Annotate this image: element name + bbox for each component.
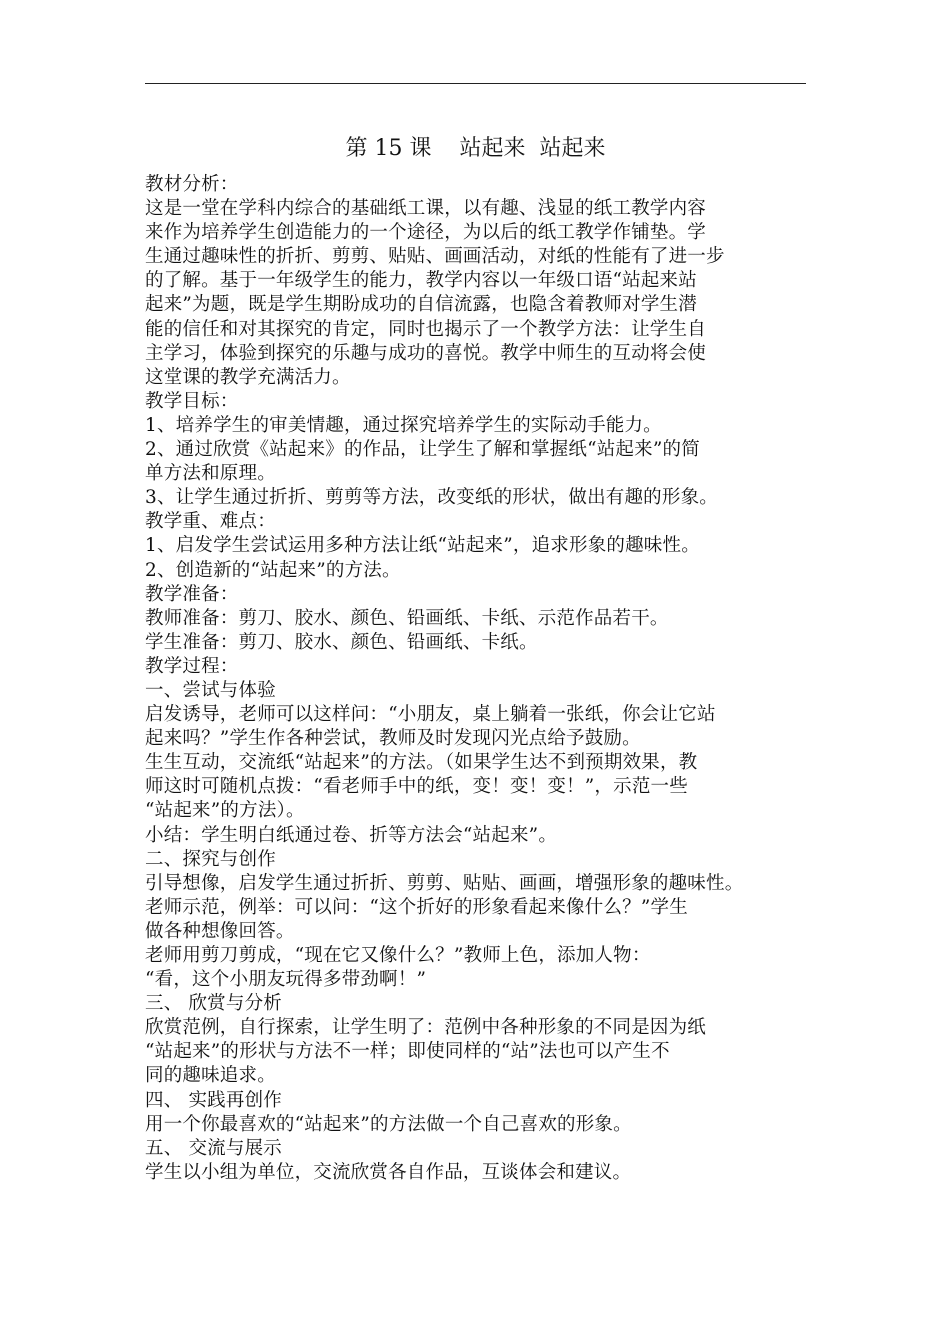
text-line: “站起来”的方法）。: [145, 800, 305, 822]
text-line: 三、 欣赏与分析: [145, 993, 282, 1015]
text-line: 同的趣味追求。: [145, 1065, 276, 1087]
text-line: 做各种想像回答。: [145, 920, 295, 942]
text-line: 起来”为题，既是学生期盼成功的自信流露，也隐含着教师对学生潜: [145, 294, 697, 316]
text-line: 启发诱导，老师可以这样问：“小朋友，桌上躺着一张纸，你会让它站: [145, 704, 716, 726]
text-line: 教学目标：: [145, 390, 239, 412]
text-line: 学生以小组为单位，交流欣赏各自作品，互谈体会和建议。: [145, 1161, 632, 1183]
text-line: 教学准备：: [145, 583, 239, 605]
text-line: 主学习，体验到探究的乐趣与成功的喜悦。教学中师生的互动将会使: [145, 342, 707, 364]
text-line: “看，这个小朋友玩得多带劲啊！”: [145, 969, 427, 991]
text-line: 师这时可随机点拨：“看老师手中的纸，变！变！变！”，示范一些: [145, 776, 688, 798]
text-line: 一、尝试与体验: [145, 679, 276, 701]
text-line: 教学过程：: [145, 655, 239, 677]
text-line: 这是一堂在学科内综合的基础纸工课，以有趣、浅显的纸工教学内容: [145, 198, 707, 220]
text-line: 老师用剪刀剪成，“现在它又像什么？”教师上色，添加人物：: [145, 945, 651, 966]
text-line: 3、让学生通过折折、剪剪等方法，改变纸的形状，做出有趣的形象。: [145, 487, 718, 509]
text-line: 教师准备：剪刀、胶水、颜色、铅画纸、卡纸、示范作品若干。: [145, 607, 669, 629]
text-line: 的了解。基于一年级学生的能力，教学内容以一年级口语“站起来站: [145, 270, 697, 292]
text-line: 生通过趣味性的折折、剪剪、贴贴、画画活动，对纸的性能有了进一步: [145, 246, 725, 268]
text-line: “站起来”的形状与方法不一样；即使同样的“站”法也可以产生不: [145, 1041, 670, 1063]
text-line: 欣赏范例，自行探索，让学生明了：范例中各种形象的不同是因为纸: [145, 1017, 707, 1039]
document-body: [145, 173, 810, 1185]
text-line: 这堂课的教学充满活力。: [145, 366, 351, 388]
text-line: 教材分析：: [145, 174, 239, 195]
text-line: 教学重、难点：: [145, 511, 276, 533]
lesson-title: 第 15 课 站起来 站起来: [345, 136, 606, 161]
text-line: 学生准备：剪刀、胶水、颜色、铅画纸、卡纸。: [145, 631, 538, 653]
header-rule: [145, 83, 806, 84]
text-line: 单方法和原理。: [145, 463, 276, 485]
text-line: 2、通过欣赏《站起来》的作品，让学生了解和掌握纸“站起来”的简: [145, 439, 700, 461]
text-line: 起来吗？”学生作各种尝试，教师及时发现闪光点给予鼓励。: [145, 728, 641, 750]
text-line: 二、探究与创作: [145, 848, 276, 870]
text-line: 四、 实践再创作: [145, 1089, 282, 1111]
text-line: 老师示范，例举：可以问：“这个折好的形象看起来像什么？”学生: [145, 896, 688, 918]
text-line: 用一个你最喜欢的“站起来”的方法做一个自己喜欢的形象。: [145, 1113, 632, 1135]
text-line: 能的信任和对其探究的肯定，同时也揭示了一个教学方法：让学生自: [145, 318, 707, 340]
text-line: 1、培养学生的审美情趣，通过探究培养学生的实际动手能力。: [145, 414, 662, 436]
text-line: 引导想像，启发学生通过折折、剪剪、贴贴、画画，增强形象的趣味性。: [145, 872, 744, 894]
text-line: 1、启发学生尝试运用多种方法让纸“站起来”，追求形象的趣味性。: [145, 535, 700, 557]
text-line: 五、 交流与展示: [145, 1137, 282, 1159]
text-line: 生生互动，交流纸“站起来”的方法。（如果学生达不到预期效果，教: [145, 752, 698, 774]
text-line: 2、创造新的“站起来”的方法。: [145, 559, 401, 581]
text-line: 小结：学生明白纸通过卷、折等方法会“站起来”。: [145, 824, 558, 846]
text-line: 来作为培养学生创造能力的一个途径，为以后的纸工教学作铺垫。学: [145, 222, 707, 244]
